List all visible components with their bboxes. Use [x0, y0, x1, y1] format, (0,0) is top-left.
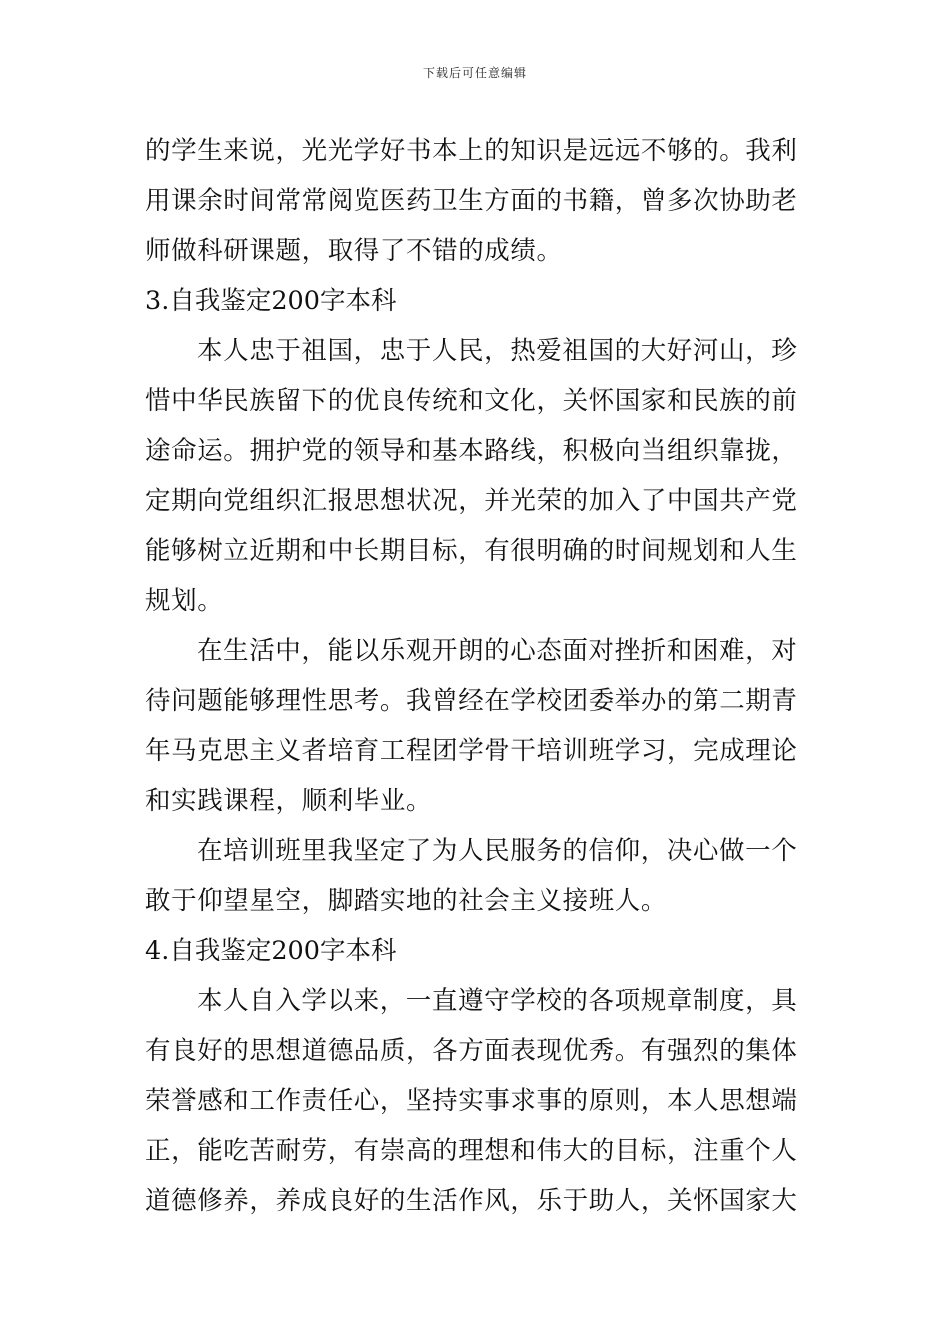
section-heading: 3.自我鉴定200字本科 [145, 286, 397, 316]
text-line: 正，能吃苦耐劳，有崇高的理想和伟大的目标，注重个人 [145, 1136, 798, 1166]
page-header: 下载后可任意编辑 [422, 66, 527, 80]
text-line: 的学生来说，光光学好书本上的知识是远远不够的。我利 [145, 136, 798, 166]
paragraph-first-line: 本人忠于祖国，忠于人民，热爱祖国的大好河山，珍 [197, 336, 798, 366]
text-line: 荣誉感和工作责任心，坚持实事求事的原则，本人思想端 [145, 1086, 798, 1116]
text-line: 待问题能够理性思考。我曾经在学校团委举办的第二期青 [145, 686, 798, 716]
text-line: 定期向党组织汇报思想状况，并光荣的加入了中国共产党 [145, 486, 798, 516]
section-heading: 4.自我鉴定200字本科 [145, 936, 397, 966]
text-line: 年马克思主义者培育工程团学骨干培训班学习，完成理论 [145, 736, 798, 766]
text-line: 规划。 [145, 586, 224, 616]
text-line: 惜中华民族留下的优良传统和文化，关怀国家和民族的前 [145, 386, 798, 416]
text-line: 敢于仰望星空，脚踏实地的社会主义接班人。 [145, 886, 668, 916]
text-line: 用课余时间常常阅览医药卫生方面的书籍，曾多次协助老 [145, 186, 798, 216]
text-line: 能够树立近期和中长期目标，有很明确的时间规划和人生 [145, 536, 798, 566]
text-line: 有良好的思想道德品质，各方面表现优秀。有强烈的集体 [145, 1036, 798, 1066]
paragraph-first-line: 在培训班里我坚定了为人民服务的信仰，决心做一个 [197, 836, 798, 866]
text-line: 途命运。拥护党的领导和基本路线，积极向当组织靠拢， [145, 436, 798, 466]
document-body [145, 126, 807, 1226]
text-line: 道德修养，养成良好的生活作风，乐于助人，关怀国家大 [145, 1186, 798, 1216]
paragraph-first-line: 本人自入学以来，一直遵守学校的各项规章制度，具 [197, 986, 798, 1016]
paragraph-first-line: 在生活中，能以乐观开朗的心态面对挫折和困难，对 [197, 636, 798, 666]
text-line: 和实践课程，顺利毕业。 [145, 786, 433, 816]
text-line: 师做科研课题，取得了不错的成绩。 [145, 236, 563, 266]
